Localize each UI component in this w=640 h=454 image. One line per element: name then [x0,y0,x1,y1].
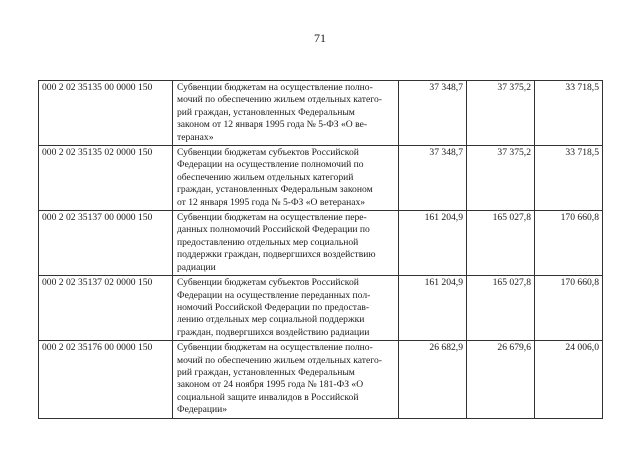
description-line: социальной защите инвалидов в Российской [177,391,359,403]
description-line: радиации [177,261,216,273]
budget-code-cell: 000 2 02 35137 02 0000 150 [39,276,173,341]
description-line: теранах» [177,131,214,143]
description-line: мочий по обеспечению жильем отдельных катего- [177,354,382,366]
budget-code-cell: 000 2 02 35135 00 0000 150 [39,81,173,146]
amount-year-2-cell: 26 679,6 [467,341,535,418]
amount-year-3-cell: 24 006,0 [535,341,603,418]
table-row [39,341,603,418]
description-line: Субвенции бюджетам субъектов Российской [177,147,359,159]
budget-code-cell: 000 2 02 35135 02 0000 150 [39,146,173,211]
description-line: предоставлению отдельных мер социальной [177,236,359,248]
description-line: Субвенции бюджетам на осуществление пере- [177,212,367,224]
amount-year-1-cell: 37 348,7 [399,81,467,146]
budget-code-cell: 000 2 02 35137 00 0000 150 [39,211,173,276]
description-line: Субвенции бюджетам на осуществление полно- [177,342,373,354]
description-line: от 12 января 1995 года № 5-ФЗ «О ветеранах» [177,196,366,208]
description-cell [173,211,399,276]
description-line: Федерации на осуществление переданных пол- [177,289,371,301]
description-line: законом от 12 января 1995 года № 5-ФЗ «О ве- [177,119,368,131]
description-cell [173,81,399,146]
description-line: данных полномочий Российской Федерации по [177,224,370,236]
table-row [39,276,603,341]
table-row [39,146,603,211]
description-cell [173,276,399,341]
amount-year-3-cell: 33 718,5 [535,146,603,211]
amount-year-3-cell: 33 718,5 [535,81,603,146]
description-line: поддержки граждан, подвергшихся воздействию [177,249,376,261]
description-cell [173,341,399,418]
amount-year-1-cell: 37 348,7 [399,146,467,211]
amount-year-2-cell: 37 375,2 [467,146,535,211]
description-line: номочий Российской Федерации по предостав- [177,301,370,313]
amount-year-1-cell: 161 204,9 [399,211,467,276]
table-row [39,211,603,276]
description-line: Федерации» [177,404,228,416]
budget-code-cell: 000 2 02 35176 00 0000 150 [39,341,173,418]
description-line: мочий по обеспечению жильем отдельных катего- [177,94,382,106]
description-line: Субвенции бюджетам субъектов Российской [177,277,359,289]
description-line: обеспечению жильем отдельных категорий [177,171,354,183]
amount-year-2-cell: 165 027,8 [467,276,535,341]
description-line: Федерации на осуществление полномочий по [177,159,364,171]
description-cell [173,146,399,211]
description-line: Субвенции бюджетам на осуществление полно- [177,82,373,93]
amount-year-3-cell: 170 660,8 [535,211,603,276]
amount-year-1-cell: 161 204,9 [399,276,467,341]
table-row [39,81,603,146]
budget-table [38,80,603,419]
description-line: рий граждан, установленных Федеральным [177,106,355,118]
amount-year-3-cell: 170 660,8 [535,276,603,341]
amount-year-1-cell: 26 682,9 [399,341,467,418]
amount-year-2-cell: 37 375,2 [467,81,535,146]
description-line: граждан, установленных Федеральным законом [177,184,373,196]
description-line: лению отдельных мер социальной поддержки [177,314,365,326]
page-number: 71 [314,31,326,45]
amount-year-2-cell: 165 027,8 [467,211,535,276]
description-line: рий граждан, установленных Федеральным [177,366,355,378]
description-line: граждан, подвергшихся воздействию радиации [177,326,370,338]
description-line: законом от 24 ноября 1995 года № 181-ФЗ «О [177,379,364,391]
